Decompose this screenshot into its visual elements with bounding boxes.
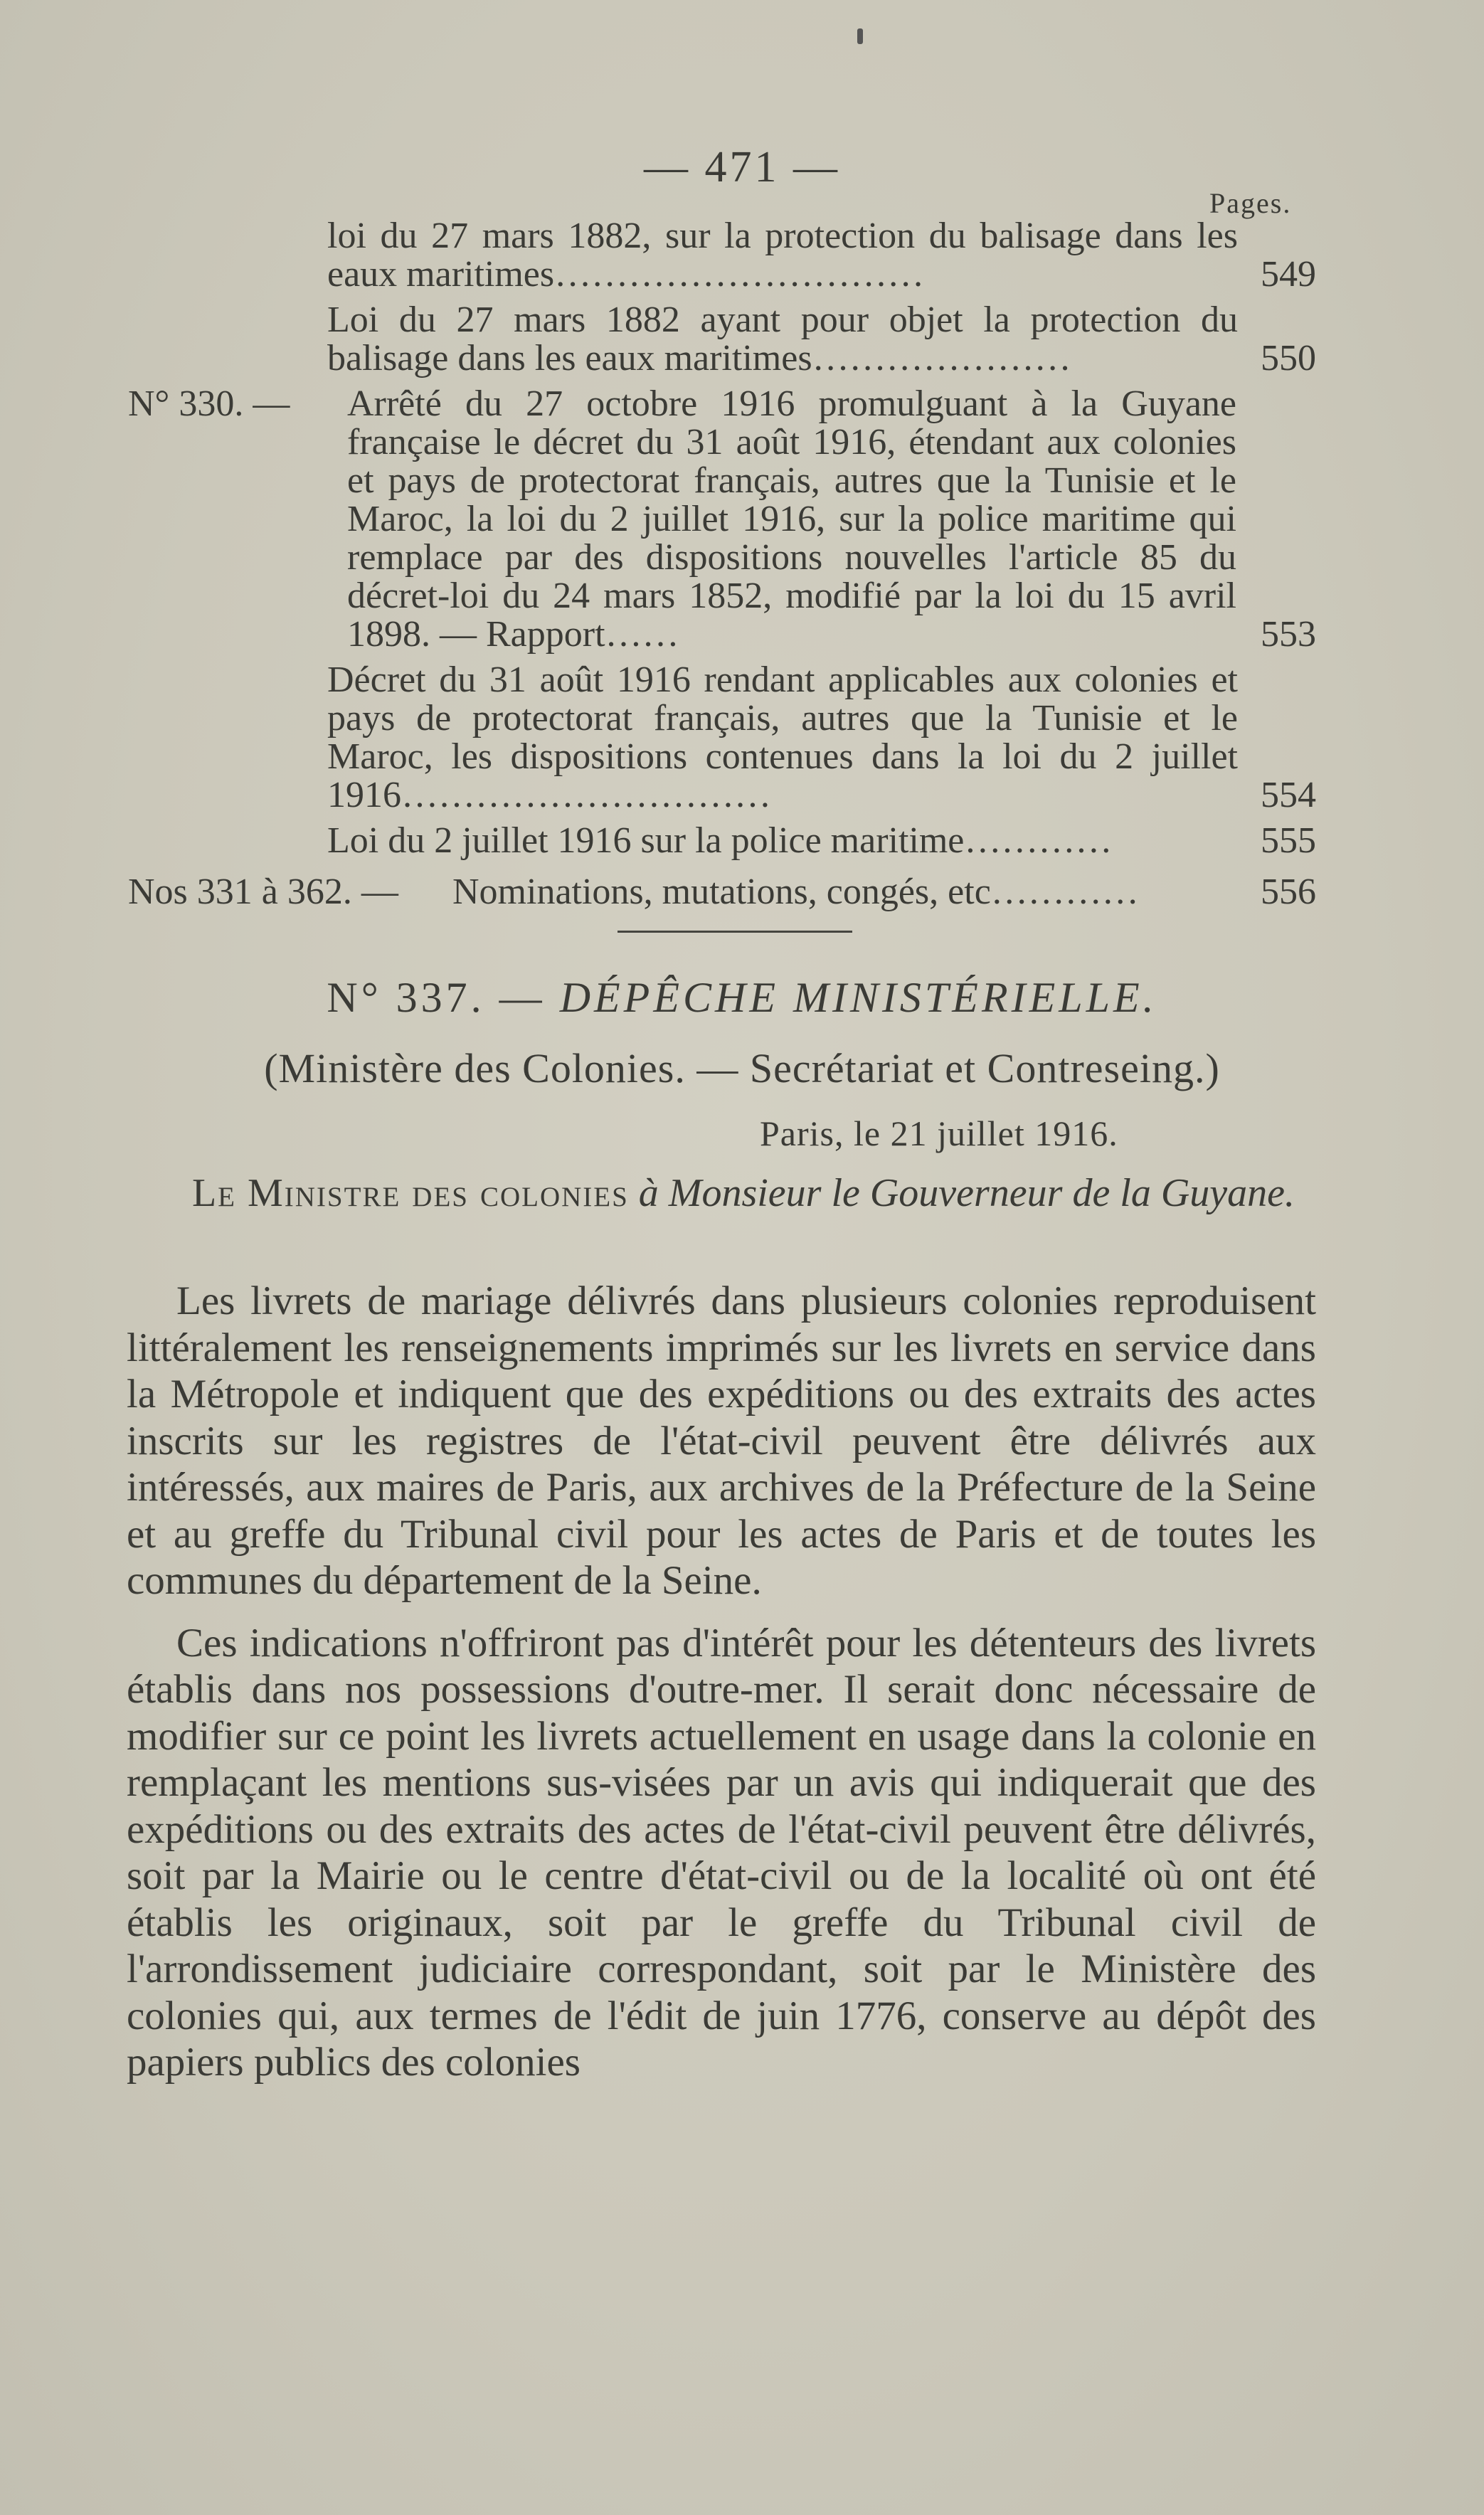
toc-entry-page: 554 [1261, 775, 1316, 815]
document-subheading: (Ministère des Colonies. — Secrétariat et Contreseing.) [264, 1045, 1220, 1091]
pages-column-label: Pages. [1209, 187, 1292, 219]
toc-entry-page: 549 [1261, 254, 1316, 295]
toc-entry-number: N° 330. — [128, 383, 290, 424]
toc-entry-text: Loi du 27 mars 1882 ayant pour objet la protection du balisage dans les eaux maritimes………………… [327, 300, 1238, 378]
body-paragraph: Ces indications n'offriront pas d'intérêt pour les détenteurs des livrets établis dans nos possessions d'outre-mer. Il serait donc nécessaire de modifier sur ce point les livrets actuellement en usage dans la colonie en remplaçant les mentions sus-visées par un avis qui indiquerait que des expéditions ou des extraits des actes de l'état-civil peuvent être délivrés, soit par la Mairie ou le centre d'état-civil ou de la localité où ont été établis les originaux, soit par le greffe du Tribunal civil de l'arrondissement judiciaire correspondant, soit par le Ministère des colonies qui, aux termes de l'édit de juin 1776, conserve au dépôt des papiers publics des colonies [127, 1620, 1316, 2085]
toc-entry [128, 873, 1316, 911]
toc-entry [128, 217, 1316, 294]
toc-entry-text: loi du 27 mars 1882, sur la protection du balisage dans les eaux maritimes………………………… [327, 216, 1238, 295]
table-of-contents [128, 217, 1316, 918]
ink-speck [857, 28, 863, 44]
toc-entry-text: Loi du 2 juillet 1916 sur la police maritime………… [327, 820, 1113, 861]
toc-entry-text: Arrêté du 27 octobre 1916 promulguant à la Guyane française le décret du 31 août 1916, étendant aux colonies et pays de protectorat français, autres que la Tunisie et le Maroc, la loi du 2 juillet 1916, sur la police maritime qui remplace par des dispositions nouvelles l'article 85 du décret-loi du 24 mars 1852, modifié par la loi du 15 avril 1898. — Rapport…… [347, 383, 1236, 655]
document-body [127, 1278, 1316, 2102]
document-heading [0, 973, 1484, 1022]
address-to: Monsieur le Gouverneur de la Guyane. [668, 1171, 1295, 1215]
address-connector: à [638, 1171, 659, 1215]
toc-entry [128, 661, 1316, 815]
toc-entry-number: Nos 331 à 362. — [128, 872, 398, 912]
address-from: Le Ministre des colonies [191, 1171, 629, 1215]
document-number: N° 337. — [327, 974, 546, 1021]
toc-entry-page: 553 [1261, 614, 1316, 655]
toc-entry [128, 301, 1316, 378]
toc-entry-page: 555 [1261, 820, 1316, 861]
toc-entry-text: Décret du 31 août 1916 rendant applicables aux colonies et pays de protectorat français, autres que la Tunisie et le Maroc, les dispositions contenues dans la loi du 2 juillet 1916………………………… [327, 660, 1238, 815]
document-title: DÉPÊCHE MINISTÉRIELLE. [559, 974, 1157, 1021]
section-divider [618, 931, 852, 933]
toc-entry [128, 822, 1316, 860]
toc-entry-page: 556 [1261, 872, 1316, 912]
dateline: Paris, le 21 juillet 1916. [760, 1113, 1118, 1153]
toc-entry-text: Nominations, mutations, congés, etc………… [452, 872, 1139, 912]
address-line [178, 1170, 1309, 1217]
body-paragraph: Les livrets de mariage délivrés dans plusieurs colonies reproduisent littéralement les renseignements imprimés sur les livrets en service dans la Métropole et indiquent que des expéditions ou des extraits des actes inscrits sur les registres de l'état-civil peuvent être délivrés aux intéressés, aux maires de Paris, aux archives de la Préfecture de la Seine et au greffe du Tribunal civil pour les actes de Paris et de toutes les communes du département de la Seine. [127, 1278, 1316, 1603]
toc-entry [128, 385, 1316, 654]
toc-entry-page: 550 [1261, 338, 1316, 378]
page-number: — 471 — [644, 143, 840, 191]
